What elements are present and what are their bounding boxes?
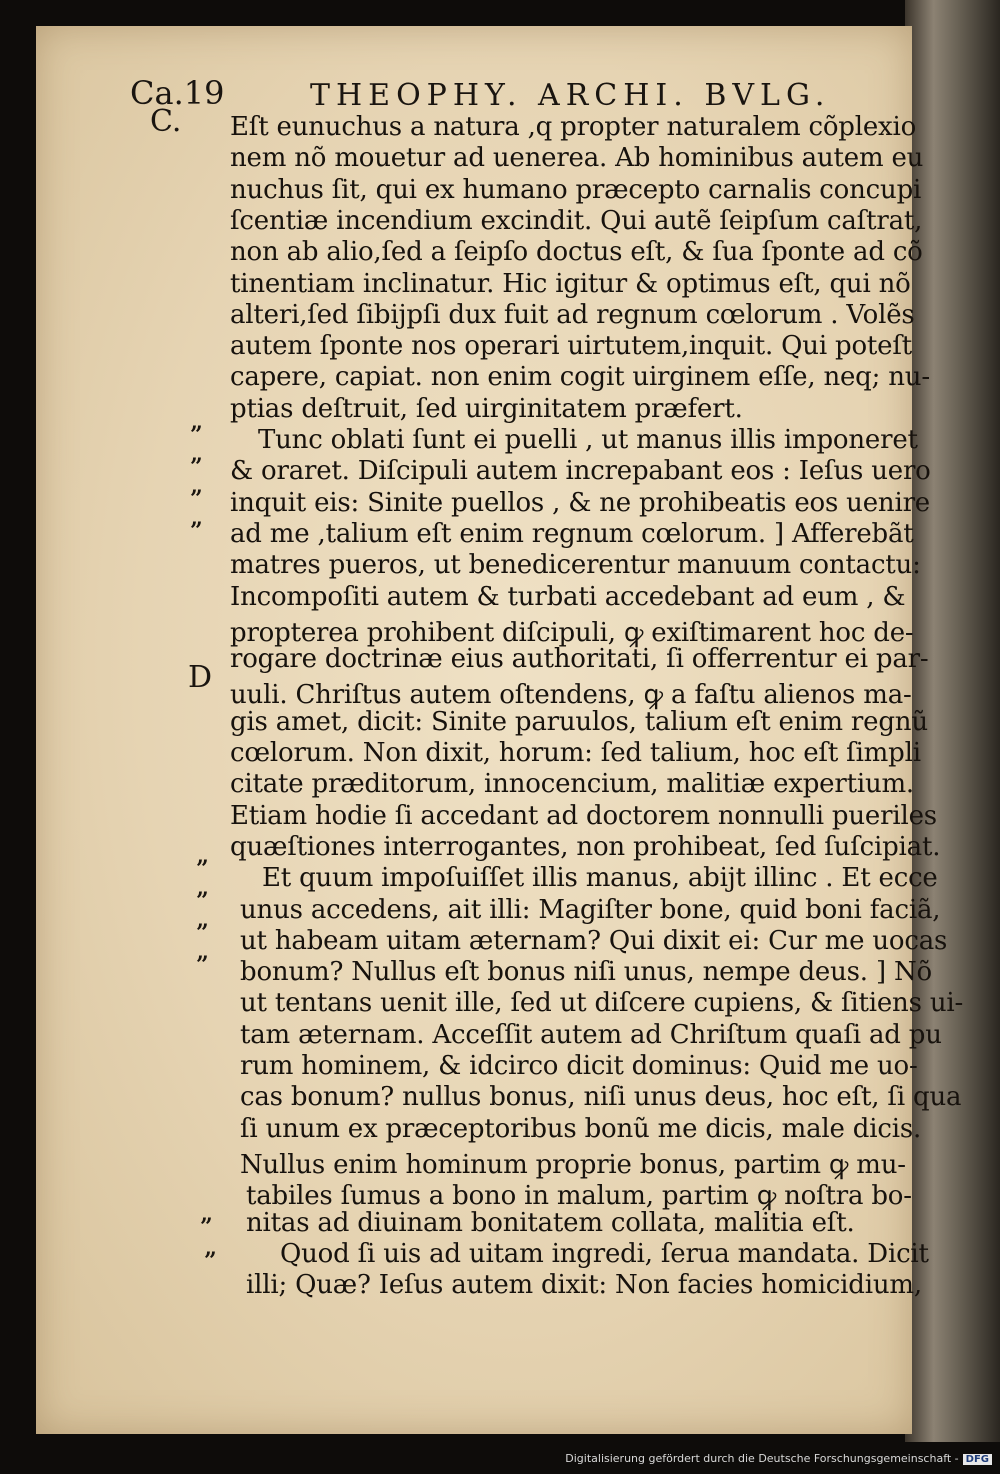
text-line: ad me ,talium eſt enim regnum cœlorum. ] Afferebãt: [230, 518, 914, 549]
text-line: ut habeam uitam æternam? Qui dixit ei: Cur me uocas: [240, 925, 948, 956]
text-line: autem ſponte nos operari uirtutem,inquit. Qui poteſt: [230, 331, 913, 362]
text-line: ut tentans uenit ille, ſed ut diſcere cupiens, & ſitiens ui-: [240, 988, 964, 1019]
text-line: ptias deſtruit, ſed uirginitatem præfert.: [230, 393, 743, 424]
running-title: THEOPHY. ARCHI. BVLG.: [310, 78, 831, 113]
text-line: uuli. Chriſtus autem oſtendens, ꝙ a faſtu alienos ma-: [230, 680, 912, 711]
text-line: nitas ad diuinam bonitatem collata, malitia eſt.: [246, 1207, 855, 1238]
text-line: Nullus enim hominum proprie bonus, partim ꝙ mu-: [240, 1149, 906, 1180]
text-line: cas bonum? nullus bonus, niſi unus deus, hoc eſt, ſi qua: [240, 1082, 962, 1113]
text-line: Eſt eunuchus a natura ,q propter naturalem cõplexio: [230, 112, 917, 142]
quote-mark: ”: [190, 518, 203, 544]
text-line: Etiam hodie ſi accedant ad doctorem nonnulli pueriles: [230, 800, 937, 831]
text-line: ſi unum ex præceptoribus bonũ me dicis, male dicis.: [240, 1113, 922, 1144]
text-line: propterea prohibent diſcipuli, ꝙ exiſtimarent hoc de-: [230, 617, 914, 648]
text-line: cœlorum. Non dixit, horum: ſed talium, hoc eſt ſimpli: [230, 738, 921, 768]
quote-mark: ”: [196, 920, 209, 946]
text-line: unus accedens, ait illi: Magiſter bone, quid boni faciã,: [240, 894, 941, 925]
text-line: tam æternam. Acceſſit autem ad Chriſtum quaſi ad pu: [240, 1019, 942, 1050]
text-line: rogare doctrinæ eius authoritati, ſi offerrentur ei par-: [230, 644, 929, 675]
text-line: capere, capiat. non enim cogit uirginem eſſe, neq; nu-: [230, 362, 930, 393]
quote-mark: ”: [196, 856, 209, 882]
text-line: tinentiam inclinatur. Hic igitur & optimus eſt, qui nõ: [230, 268, 911, 299]
section-marker-d: D: [188, 660, 213, 695]
quote-mark: ”: [190, 486, 203, 512]
text-line: & oraret. Diſcipuli autem increpabant eos : Ieſus uero: [230, 456, 931, 487]
quote-mark: ”: [204, 1248, 217, 1274]
text-line: citate præditorum, innocencium, malitiæ expertium.: [230, 769, 915, 800]
text-line: Quod ſi uis ad uitam ingredi, ſerua mandata. Dicit: [280, 1238, 929, 1269]
section-marker-c: C.: [150, 104, 182, 139]
folio: Ca.19: [130, 74, 225, 112]
text-line: gis amet, dicit: Sinite paruulos, talium eſt enim regnũ: [230, 706, 928, 737]
text-line: nuchus ſit, qui ex humano præcepto carnalis concupi: [230, 174, 922, 205]
digitization-credit: [0, 1452, 992, 1465]
dfg-logo: DFG: [963, 1454, 992, 1465]
text-line: matres pueros, ut benedicerentur manuum contactu:: [230, 550, 921, 581]
text-line: Tunc oblati ſunt ei puelli , ut manus illis imponeret: [258, 425, 918, 455]
quote-mark: ”: [196, 888, 209, 914]
text-line: non ab alio,ſed a ſeipſo doctus eſt, & ſua ſponte ad cõ: [230, 237, 923, 268]
text-line: bonum? Nullus eſt bonus niſi unus, nempe deus. ] Nõ: [240, 957, 932, 988]
text-line: Et quum impoſuiſſet illis manus, abijt illinc . Et ecce: [262, 863, 938, 894]
page-header: [130, 74, 910, 114]
text-line: quæſtiones interrogantes, non prohibeat, ſed ſuſcipiat.: [230, 831, 941, 862]
quote-mark: ”: [190, 454, 203, 480]
text-line: nem nõ mouetur ad uenerea. Ab hominibus autem eu: [230, 143, 924, 174]
text-line: ſcentiæ incendium excindit. Qui autẽ ſeipſum caſtrat,: [230, 205, 923, 236]
text-line: alteri,ſed ſibijpſi dux fuit ad regnum cœlorum . Volẽs: [230, 299, 915, 330]
text-line: rum hominem, & idcirco dicit dominus: Quid me uo-: [240, 1051, 918, 1081]
quote-mark: ”: [190, 422, 203, 448]
text-line: inquit eis: Sinite puellos , & ne prohibeatis eos uenire: [230, 487, 930, 518]
text-line: Incompoſiti autem & turbati accedebant ad eum , &: [230, 581, 906, 612]
text-line: tabiles ſumus a bono in malum, partim ꝙ noſtra bo-: [246, 1181, 912, 1212]
quote-mark: ”: [196, 952, 209, 978]
quote-mark: ”: [200, 1214, 213, 1240]
credit-text: Digitalisierung gefördert durch die Deutsche Forschungsgemeinschaft -: [565, 1452, 959, 1465]
text-line: illi; Quæ? Ieſus autem dixit: Non facies homicidium,: [246, 1270, 922, 1301]
